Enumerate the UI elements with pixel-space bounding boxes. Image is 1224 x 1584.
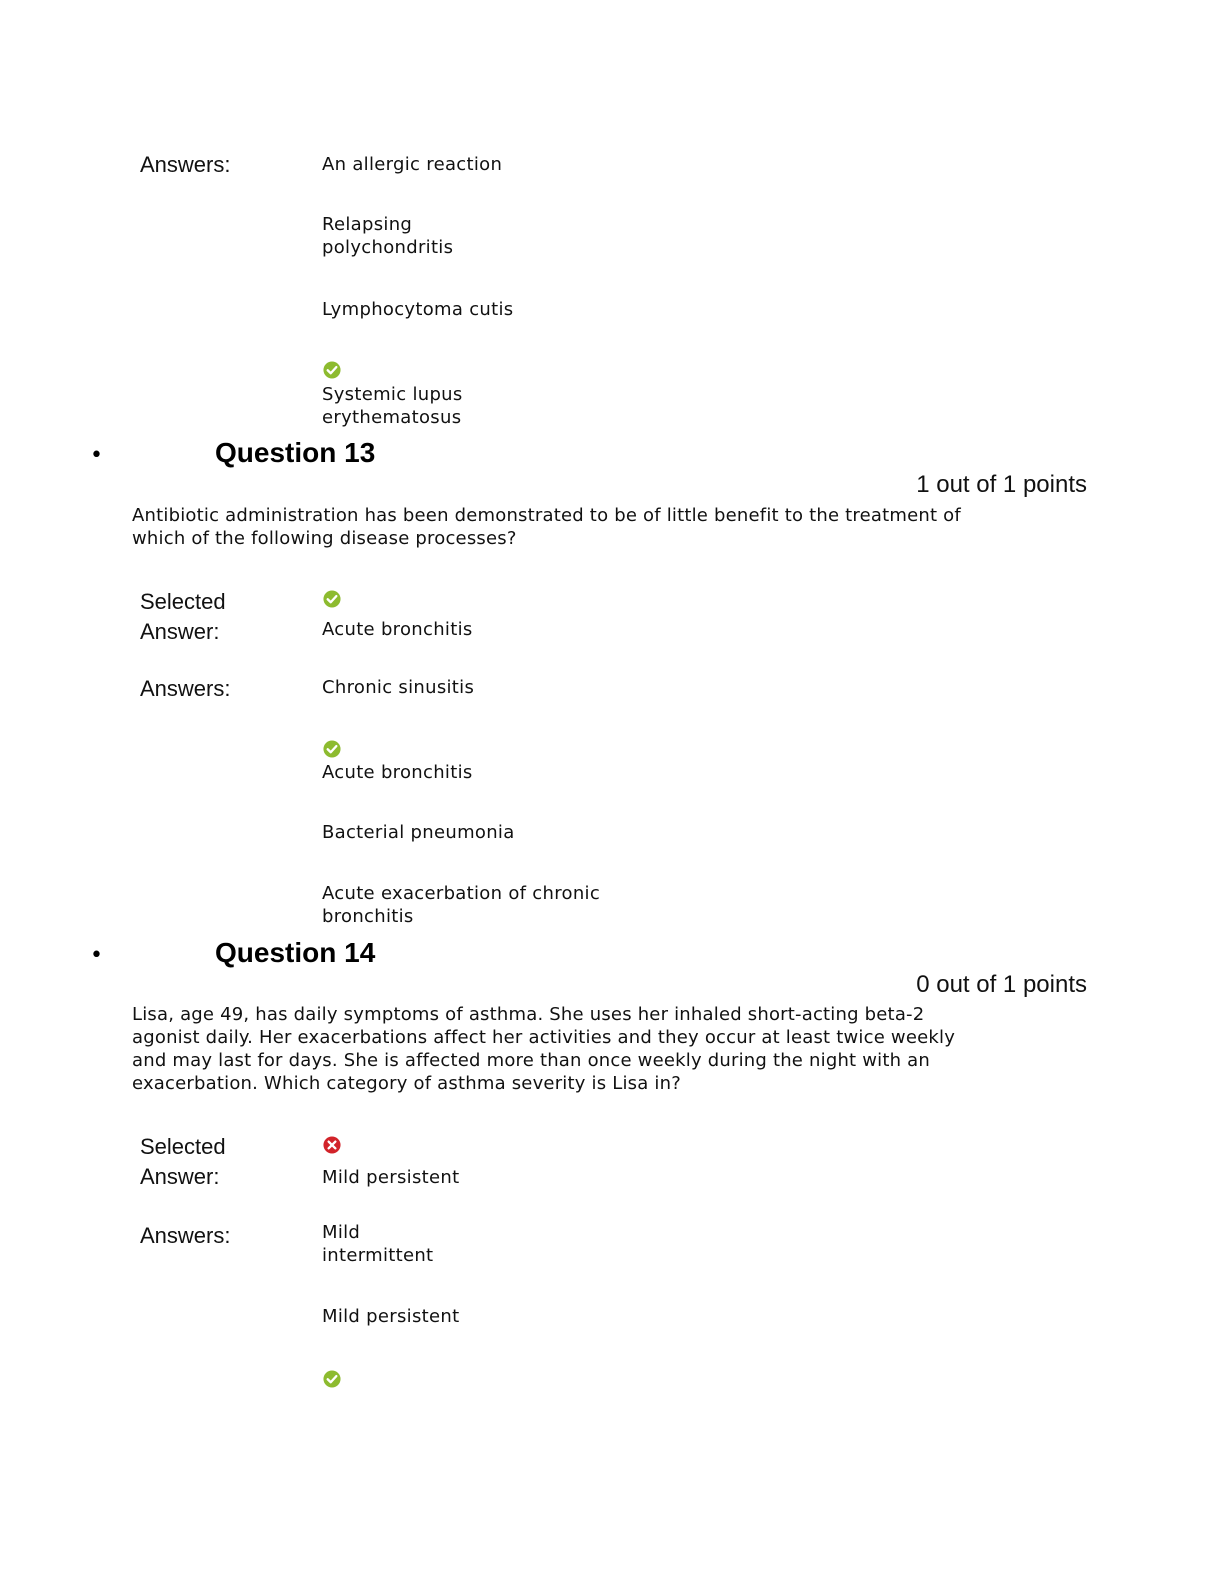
check-icon <box>323 590 341 608</box>
question-text: Antibiotic administration has been demonstrated to be of little benefit to the treatment of which of the following disease processes? <box>132 505 961 549</box>
answer-option: An allergic reaction <box>322 154 503 175</box>
check-icon <box>323 361 341 379</box>
answer-option: Mild intermittent <box>322 1222 434 1266</box>
selected-answer: Mild persistent <box>322 1167 460 1188</box>
answer-option: Lymphocytoma cutis <box>322 299 514 320</box>
list-bullet: • <box>90 943 103 968</box>
selected-answer: Acute bronchitis <box>322 619 473 640</box>
question-points: 1 out of 1 points <box>916 471 1087 498</box>
question-title: Question 13 <box>215 437 376 468</box>
answer-option-correct: Systemic lupus erythematosus <box>322 384 463 428</box>
answer-option: Acute exacerbation of chronic bronchitis <box>322 883 601 927</box>
answers-label: Answers: <box>140 1223 231 1248</box>
check-icon <box>323 1370 341 1388</box>
cross-icon <box>323 1136 341 1154</box>
answer-option: Relapsing polychondritis <box>322 214 454 258</box>
list-bullet: • <box>90 443 103 468</box>
check-icon <box>323 740 341 758</box>
selected-answer-label: Selected Answer: <box>140 1134 226 1189</box>
answer-option: Chronic sinusitis <box>322 677 475 698</box>
answers-label: Answers: <box>140 152 231 177</box>
answer-option-correct: Acute bronchitis <box>322 762 473 783</box>
selected-answer-label: Selected Answer: <box>140 589 226 644</box>
answer-option: Mild persistent <box>322 1306 460 1327</box>
question-text: Lisa, age 49, has daily symptoms of asthma. She uses her inhaled short-acting beta-2 agonist daily. Her exacerbations affect her activities and they occur at least twice weekly and may last for days. She is affected more than once weekly during the night with an exacerbation. Which category of asthma severity is Lisa in? <box>132 1004 956 1094</box>
answer-option: Bacterial pneumonia <box>322 822 515 843</box>
answers-label: Answers: <box>140 676 231 701</box>
question-title: Question 14 <box>215 937 376 968</box>
question-points: 0 out of 1 points <box>916 971 1087 998</box>
